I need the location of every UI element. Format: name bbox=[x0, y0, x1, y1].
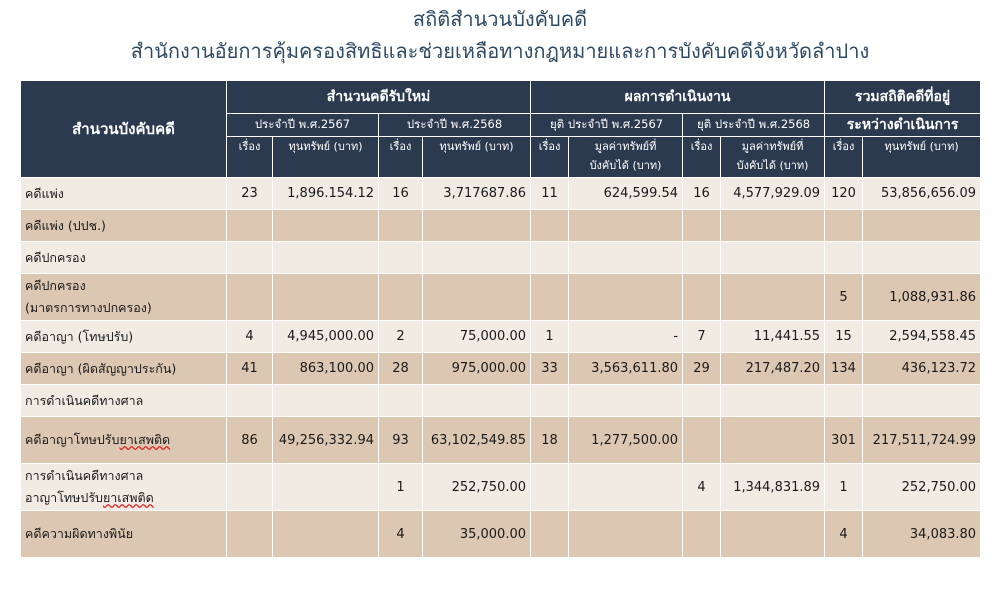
col-enforced-value: มูลค่าทรัพย์ที่ บังคับได้ (บาท) bbox=[721, 137, 825, 178]
table-cell: 29 bbox=[683, 353, 721, 385]
table-cell bbox=[863, 385, 981, 417]
table-cell: 34,083.80 bbox=[863, 511, 981, 558]
table-cell: 86 bbox=[227, 417, 273, 464]
table-cell: 1 bbox=[531, 321, 569, 353]
header-total-pending-1: รวมสถิติคดีที่อยู่ bbox=[825, 81, 981, 114]
table-cell: 217,487.20 bbox=[721, 353, 825, 385]
table-cell: 35,000.00 bbox=[423, 511, 531, 558]
table-cell: 4 bbox=[683, 464, 721, 511]
table-cell bbox=[721, 210, 825, 242]
table-cell: 1,088,931.86 bbox=[863, 274, 981, 321]
table-row bbox=[21, 511, 981, 558]
table-cell bbox=[273, 511, 379, 558]
table-cell: 1 bbox=[825, 464, 863, 511]
page-subtitle: สำนักงานอัยการคุ้มครองสิทธิและช่วยเหลือทางกฎหมายและการบังคับคดีจังหวัดลำปาง bbox=[130, 39, 870, 63]
table-cell bbox=[227, 242, 273, 274]
table-cell bbox=[423, 210, 531, 242]
table-cell bbox=[721, 417, 825, 464]
table-cell: 16 bbox=[379, 178, 423, 210]
col-capital: ทุนทรัพย์ (บาท) bbox=[273, 137, 379, 178]
header-results: ผลการดำเนินงาน bbox=[531, 81, 825, 114]
table-cell: 53,856,656.09 bbox=[863, 178, 981, 210]
row-header: สำนวนบังคับคดี bbox=[21, 81, 227, 178]
table-cell: 252,750.00 bbox=[863, 464, 981, 511]
table-cell: 93 bbox=[379, 417, 423, 464]
table-cell bbox=[863, 210, 981, 242]
table-cell bbox=[569, 210, 683, 242]
table-cell: 18 bbox=[531, 417, 569, 464]
table-cell: 3,563,611.80 bbox=[569, 353, 683, 385]
table-cell bbox=[227, 511, 273, 558]
table-cell: 23 bbox=[227, 178, 273, 210]
table-cell bbox=[721, 242, 825, 274]
table-row bbox=[21, 353, 981, 385]
table-cell bbox=[379, 242, 423, 274]
table-row bbox=[21, 417, 981, 464]
header-result-2568: ยุติ ประจำปี พ.ศ.2568 bbox=[683, 114, 825, 137]
table-cell bbox=[273, 274, 379, 321]
col-count: เรื่อง bbox=[227, 137, 273, 178]
table-cell bbox=[423, 242, 531, 274]
table-cell: 4,577,929.09 bbox=[721, 178, 825, 210]
table-cell bbox=[227, 210, 273, 242]
table-cell: 134 bbox=[825, 353, 863, 385]
table-cell bbox=[569, 464, 683, 511]
header-result-2567: ยุติ ประจำปี พ.ศ.2567 bbox=[531, 114, 683, 137]
table-cell bbox=[379, 385, 423, 417]
table-row bbox=[21, 178, 981, 210]
col-count: เรื่อง bbox=[379, 137, 423, 178]
row-label: คดีปกครอง bbox=[21, 242, 227, 274]
row-label: คดีแพ่ง (ปปช.) bbox=[21, 210, 227, 242]
table-row bbox=[21, 464, 981, 511]
table-cell bbox=[227, 464, 273, 511]
table-cell bbox=[531, 274, 569, 321]
table-row bbox=[21, 210, 981, 242]
table-cell: 1,896.154.12 bbox=[273, 178, 379, 210]
row-label: คดีอาญาโทษปรับยาเสพติด bbox=[21, 417, 227, 464]
table-body bbox=[21, 178, 981, 558]
table-cell: 301 bbox=[825, 417, 863, 464]
row-label: การดำเนินคดีทางศาล bbox=[21, 385, 227, 417]
table-cell bbox=[531, 511, 569, 558]
table-cell bbox=[721, 274, 825, 321]
table-cell: 1,344,831.89 bbox=[721, 464, 825, 511]
table-cell: 33 bbox=[531, 353, 569, 385]
table-cell: 28 bbox=[379, 353, 423, 385]
table-cell bbox=[569, 511, 683, 558]
table-cell bbox=[683, 274, 721, 321]
table-cell bbox=[531, 385, 569, 417]
table-row bbox=[21, 242, 981, 274]
table-cell bbox=[569, 274, 683, 321]
table-cell bbox=[531, 210, 569, 242]
header-new-cases: สำนวนคดีรับใหม่ bbox=[227, 81, 531, 114]
table-cell: 16 bbox=[683, 178, 721, 210]
table-cell: 4 bbox=[227, 321, 273, 353]
row-label: คดีปกครอง (มาตรการทางปกครอง) bbox=[21, 274, 227, 321]
table-cell bbox=[423, 274, 531, 321]
col-capital: ทุนทรัพย์ (บาท) bbox=[863, 137, 981, 178]
table-cell bbox=[683, 242, 721, 274]
table-cell: 217,511,724.99 bbox=[863, 417, 981, 464]
table-cell: 4,945,000.00 bbox=[273, 321, 379, 353]
page-title: สถิติสำนวนบังคับคดี bbox=[412, 7, 588, 31]
col-enforced-value: มูลค่าทรัพย์ที่ บังคับได้ (บาท) bbox=[569, 137, 683, 178]
table-cell: 1,277,500.00 bbox=[569, 417, 683, 464]
table-cell bbox=[227, 274, 273, 321]
table-cell bbox=[379, 274, 423, 321]
table-cell: 3,717687.86 bbox=[423, 178, 531, 210]
row-label: การดำเนินคดีทางศาล อาญาโทษปรับยาเสพติด bbox=[21, 464, 227, 511]
table-cell bbox=[569, 385, 683, 417]
table-cell: 63,102,549.85 bbox=[423, 417, 531, 464]
col-capital: ทุนทรัพย์ (บาท) bbox=[423, 137, 531, 178]
table-cell bbox=[825, 210, 863, 242]
table-cell bbox=[683, 385, 721, 417]
header-new-2568: ประจำปี พ.ศ.2568 bbox=[379, 114, 531, 137]
enforcement-stats-table bbox=[20, 80, 981, 558]
table-cell bbox=[227, 385, 273, 417]
header-total-pending-2: ระหว่างดำเนินการ bbox=[825, 114, 981, 137]
table-cell: 863,100.00 bbox=[273, 353, 379, 385]
table-cell: 49,256,332.94 bbox=[273, 417, 379, 464]
table-cell: 5 bbox=[825, 274, 863, 321]
table-cell bbox=[683, 210, 721, 242]
table-cell bbox=[825, 385, 863, 417]
table-cell: 1 bbox=[379, 464, 423, 511]
table-cell: 11,441.55 bbox=[721, 321, 825, 353]
header-new-2567: ประจำปี พ.ศ.2567 bbox=[227, 114, 379, 137]
table-cell bbox=[273, 385, 379, 417]
table-cell bbox=[721, 511, 825, 558]
table-cell bbox=[531, 464, 569, 511]
table-cell bbox=[683, 511, 721, 558]
col-count: เรื่อง bbox=[825, 137, 863, 178]
table-cell bbox=[531, 242, 569, 274]
table-cell bbox=[273, 464, 379, 511]
table-cell bbox=[721, 385, 825, 417]
table-cell bbox=[273, 242, 379, 274]
table-cell bbox=[423, 385, 531, 417]
table-cell: 120 bbox=[825, 178, 863, 210]
table-row bbox=[21, 321, 981, 353]
table-cell: - bbox=[569, 321, 683, 353]
row-label: คดีความผิดทางพินัย bbox=[21, 511, 227, 558]
table-cell: 11 bbox=[531, 178, 569, 210]
row-label: คดีแพ่ง bbox=[21, 178, 227, 210]
table-cell: 436,123.72 bbox=[863, 353, 981, 385]
table-row bbox=[21, 385, 981, 417]
table-cell: 41 bbox=[227, 353, 273, 385]
table-cell: 7 bbox=[683, 321, 721, 353]
table-cell bbox=[273, 210, 379, 242]
table-cell bbox=[683, 417, 721, 464]
table-cell: 975,000.00 bbox=[423, 353, 531, 385]
table-cell bbox=[863, 242, 981, 274]
table-cell: 624,599.54 bbox=[569, 178, 683, 210]
table-cell: 252,750.00 bbox=[423, 464, 531, 511]
table-cell bbox=[825, 242, 863, 274]
table-row bbox=[21, 274, 981, 321]
row-label: คดีอาญา (โทษปรับ) bbox=[21, 321, 227, 353]
col-count: เรื่อง bbox=[531, 137, 569, 178]
table-cell bbox=[379, 210, 423, 242]
table-cell: 4 bbox=[379, 511, 423, 558]
col-count: เรื่อง bbox=[683, 137, 721, 178]
table-cell: 15 bbox=[825, 321, 863, 353]
table-cell: 2,594,558.45 bbox=[863, 321, 981, 353]
row-label: คดีอาญา (ผิดสัญญาประกัน) bbox=[21, 353, 227, 385]
table-cell: 4 bbox=[825, 511, 863, 558]
table-cell: 2 bbox=[379, 321, 423, 353]
table-cell: 75,000.00 bbox=[423, 321, 531, 353]
table-cell bbox=[569, 242, 683, 274]
